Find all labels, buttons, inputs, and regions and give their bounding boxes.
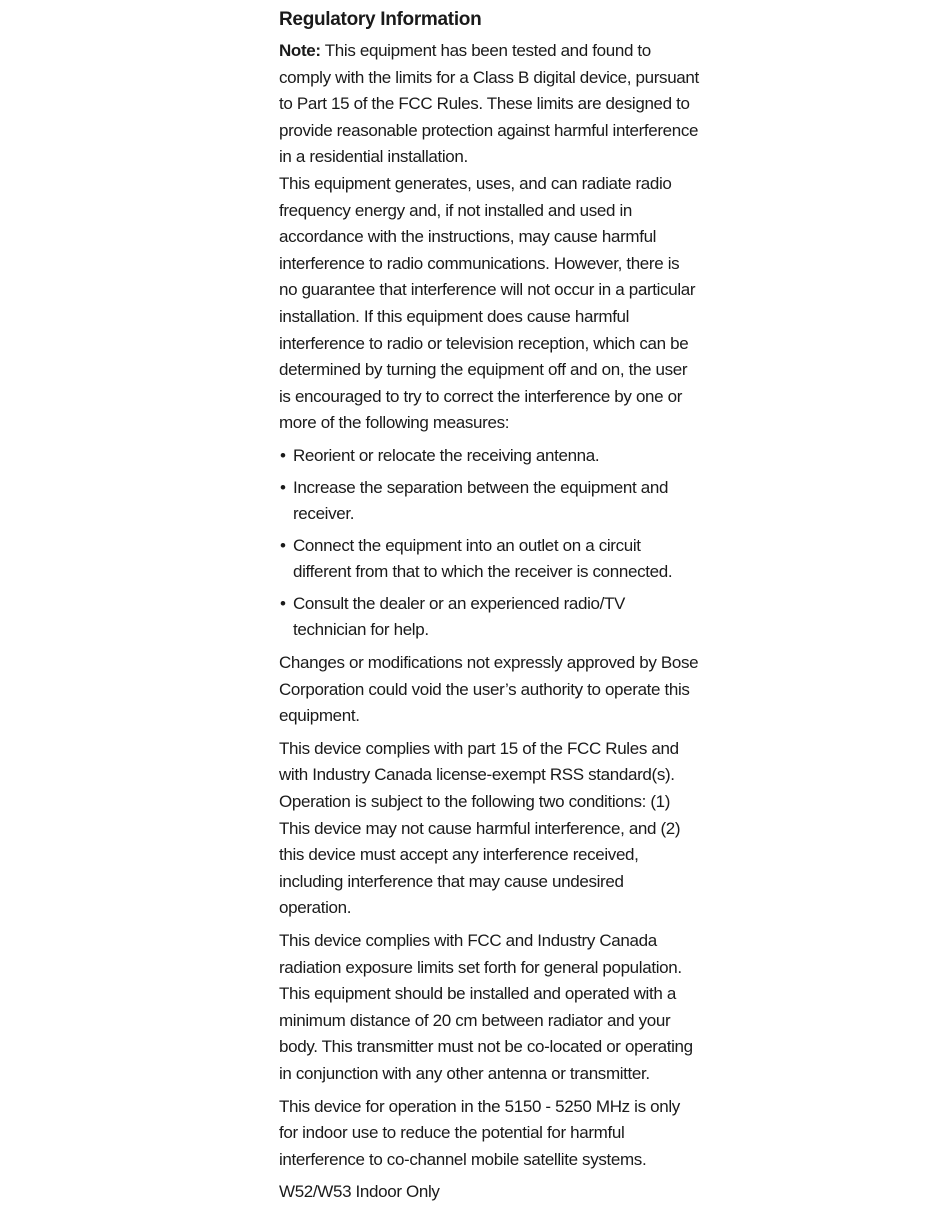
modifications-paragraph: Changes or modifications not expressly approved by Bose Corporation could void the user’s authority to operate this equipment. (279, 653, 699, 726)
list-item (279, 475, 699, 528)
indoor-use-paragraph: This device for operation in the 5150 - 5250 MHz is only for indoor use to reduce the potential for harmful interference to co-channel mobile satellite systems. (279, 1096, 680, 1169)
page-title: Regulatory Information (279, 9, 482, 30)
list-item (279, 443, 699, 470)
indoor-only-label: W52/W53 Indoor Only (279, 1182, 440, 1202)
list-item (279, 533, 699, 586)
measures-list (279, 443, 699, 644)
regulatory-text-column (279, 6, 699, 1206)
radiation-exposure-paragraph: This device complies with FCC and Industry Canada radiation exposure limits set forth for general population. This equipment should be installed and operated with a minimum distance of 20 cm between radiator and your body. This transmitter must not be co-located or operating in conjunction with any other antenna or transmitter. (279, 931, 693, 1083)
bullet-icon: • (280, 445, 286, 465)
part15-compliance-paragraph: This device complies with part 15 of the FCC Rules and with Industry Canada license-exempt RSS standard(s). Operation is subject to the following two conditions: (1) This device may not cause harmful interference, and (2) this device must accept any interference received, including interference that may cause undesired operation. (279, 738, 681, 918)
bullet-icon: • (280, 477, 286, 497)
note-paragraph (279, 38, 699, 171)
bullet-icon: • (280, 593, 286, 613)
note-text: This equipment has been tested and found to comply with the limits for a Class B digital device, pursuant to Part 15 of the FCC Rules. These limits are designed to provide reasonable protection against harmful interference in a residential installation. (279, 41, 699, 167)
list-item-text: Connect the equipment into an outlet on a circuit different from that to which the receiver is connected. (293, 535, 673, 582)
note-label: Note: (279, 41, 321, 60)
interference-paragraph: This equipment generates, uses, and can radiate radio frequency energy and, if not installed and used in accordance with the instructions, may cause harmful interference to radio communications. However, there is no guarantee that interference will not occur in a particular installation. If this equipment does cause harmful interference to radio or television reception, which can be determined by turning the equipment off and on, the user is encouraged to try to correct the interference by one or more of the following measures: (279, 173, 696, 433)
list-item-text: Reorient or relocate the receiving antenna. (293, 445, 600, 465)
bullet-icon: • (280, 535, 286, 555)
list-item (279, 591, 699, 644)
list-item-text: Consult the dealer or an experienced radio/TV technician for help. (293, 593, 626, 640)
list-item-text: Increase the separation between the equipment and receiver. (293, 477, 669, 524)
